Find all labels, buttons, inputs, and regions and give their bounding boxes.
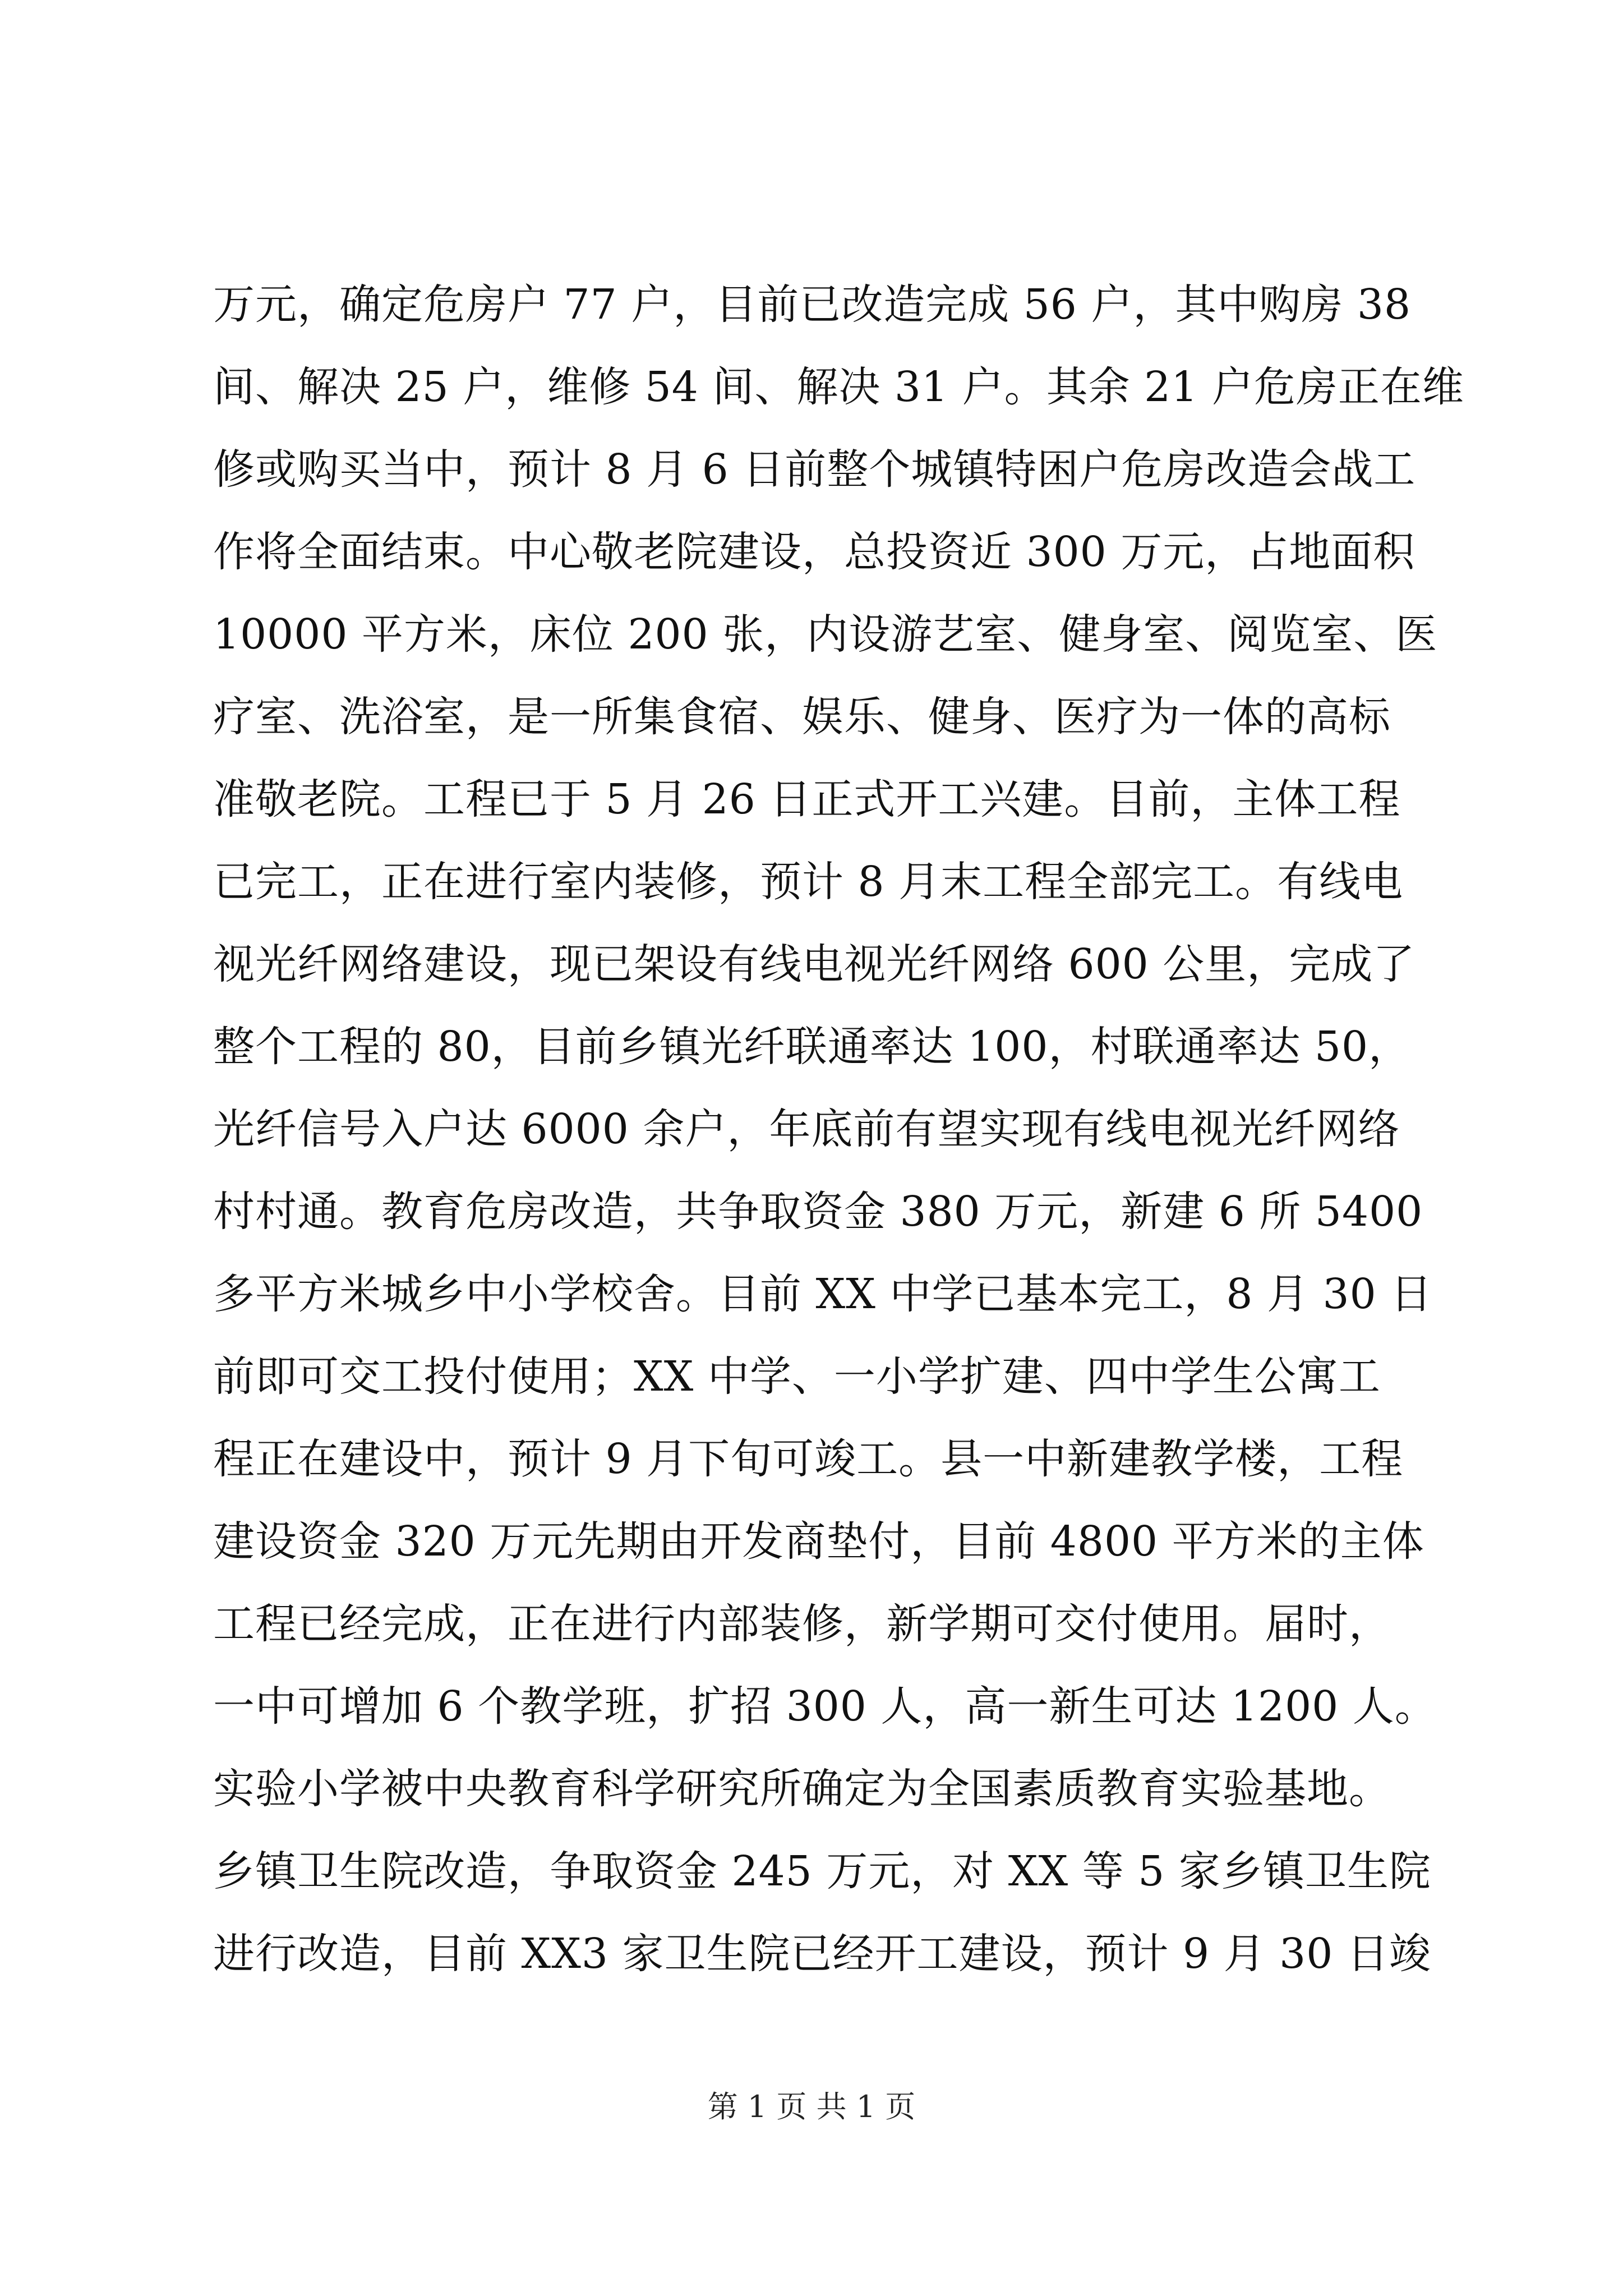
text-line: 进行改造，目前 XX3 家卫生院已经开工建设，预计 9 月 30 日竣	[213, 1930, 1431, 1978]
body-text	[213, 264, 1464, 1995]
page-number-footer: 第 1 页 共 1 页	[707, 2089, 916, 2124]
text-line: 作将全面结束。中心敬老院建设，总投资近 300 万元，占地面积	[213, 528, 1415, 576]
text-line: 已完工，正在进行室内装修，预计 8 月末工程全部完工。有线电	[213, 858, 1404, 906]
text-line: 万元，确定危房户 77 户，目前已改造完成 56 户，其中购房 38	[213, 280, 1412, 329]
text-line: 工程已经完成，正在进行内部装修，新学期可交付使用。届时，	[213, 1600, 1391, 1648]
text-line: 疗室、洗浴室，是一所集食宿、娱乐、健身、医疗为一体的高标	[213, 693, 1391, 741]
text-line: 整个工程的 80，目前乡镇光纤联通率达 100，村联通率达 50，	[213, 1023, 1411, 1071]
text-line: 10000 平方米，床位 200 张，内设游艺室、健身室、阅览室、医	[213, 610, 1438, 659]
text-line: 一中可增加 6 个教学班，扩招 300 人，高一新生可达 1200 人。	[213, 1682, 1437, 1731]
text-line: 多平方米城乡中小学校舍。目前 XX 中学已基本完工，8 月 30 日	[213, 1270, 1433, 1318]
text-line: 前即可交工投付使用；XX 中学、一小学扩建、四中学生公寓工	[213, 1352, 1381, 1401]
text-line: 光纤信号入户达 6000 余户，年底前有望实现有线电视光纤网络	[213, 1105, 1400, 1153]
text-line: 修或购买当中，预计 8 月 6 日前整个城镇特困户危房改造会战工	[213, 445, 1416, 494]
text-line: 程正在建设中，预计 9 月下旬可竣工。县一中新建教学楼，工程	[213, 1435, 1404, 1483]
text-line: 村村通。教育危房改造，共争取资金 380 万元，新建 6 所 5400	[213, 1188, 1423, 1236]
text-line: 视光纤网络建设，现已架设有线电视光纤网络 600 公里，完成了	[213, 940, 1415, 988]
text-line: 间、解决 25 户，维修 54 间、解决 31 户。其余 21 户危房正在维	[213, 363, 1464, 411]
text-line: 乡镇卫生院改造，争取资金 245 万元，对 XX 等 5 家乡镇卫生院	[213, 1847, 1431, 1895]
text-line: 建设资金 320 万元先期由开发商垫付，目前 4800 平方米的主体	[213, 1517, 1424, 1566]
text-line: 实验小学被中央教育科学研究所确定为全国素质教育实验基地。	[213, 1765, 1391, 1813]
text-line: 准敬老院。工程已于 5 月 26 日正式开工兴建。目前，主体工程	[213, 775, 1401, 823]
